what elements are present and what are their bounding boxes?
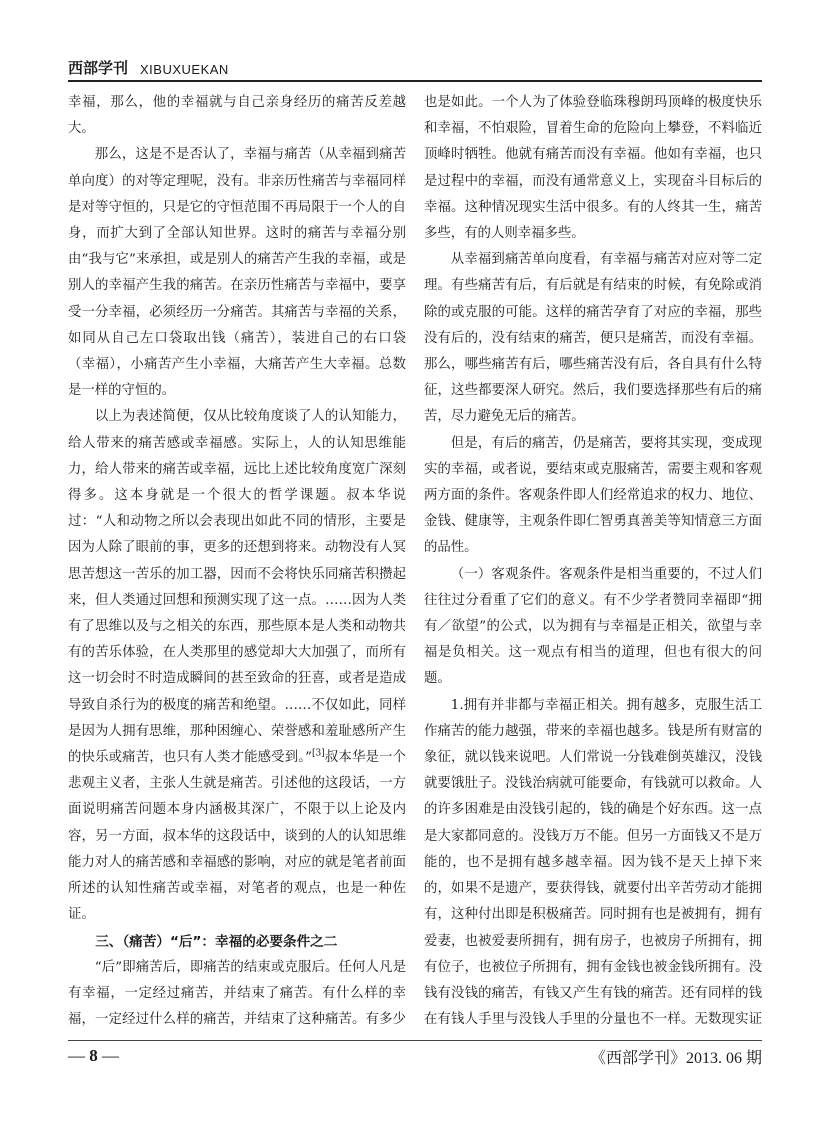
- left-paragraph: [68, 142, 406, 404]
- journal-issue: 《西部学刊》2013. 06 期: [589, 1049, 762, 1067]
- paragraph-text: “后”即痛苦后，即痛苦的结束或克服后。任何人凡是有幸福，一定经过痛苦，并结束了痛苦。有什么样的幸福，一定经过什么样的痛苦，并结束了这种痛苦。有多少: [68, 959, 406, 1028]
- right-paragraph: [424, 431, 762, 562]
- right-paragraph: [424, 90, 762, 247]
- page-number: 8: [89, 1046, 98, 1065]
- right-text-column: [424, 90, 762, 1035]
- page-footer: [68, 1040, 762, 1071]
- paragraph-text: 也是如此。一个人为了体验登临珠穆朗玛顶峰的极度快乐和幸福，不怕艰险，冒着生命的危险向上攀登，不料临近顶峰时牺牲。他就有痛苦而没有幸福。他如有幸福，也只是过程中的幸福，而没有通常意义上，实现奋斗目标后的幸福。这种情况现实生活中很多。有的人终其一生，痛苦多些，有的人则幸福多些。: [424, 95, 762, 242]
- left-text-column: [68, 90, 406, 1035]
- citation-reference: [3]: [311, 748, 325, 759]
- journal-title-cn: 西部学刊: [68, 59, 129, 77]
- section-heading: [68, 929, 406, 955]
- journal-title-en: XIBUXUEKAN: [140, 62, 229, 77]
- running-header: [68, 58, 762, 82]
- right-paragraph: [424, 693, 762, 1035]
- left-paragraph: [68, 955, 406, 1035]
- page-dash-left: —: [68, 1046, 85, 1065]
- left-paragraph: [68, 404, 406, 928]
- paragraph-text: （一）客观条件。客观条件是相当重要的，不过人们往往过分看重了它们的意义。有不少学者赞同幸福即“拥有／欲望”的公式，以为拥有与幸福是正相关，欲望与幸福是负相关。这一观点有相当的道理，但也有很大的问题。: [424, 566, 762, 687]
- right-paragraph: [424, 247, 762, 430]
- page-number-block: [68, 1046, 119, 1066]
- paragraph-text: 但是，有后的痛苦，仍是痛苦，要将其实现，变成现实的幸福，或者说，要结束或克服痛苦，需要主观和客观两方面的条件。客观条件即人们经常追求的权力、地位、金钱、健康等，主观条件即仁智勇真善美等知情意三方面的品性。: [424, 435, 762, 556]
- paragraph-text-continued: 叔本华是一个悲观主义者，主张人生就是痛苦。引述他的这段话，一方面说明痛苦问题本身内涵极其深广，不限于以上论及内容，另一方面，叔本华的这段话中，谈到的人的认知思维能力对人的痛苦感和幸福感的影响，对应的就是笔者前面所述的认知性痛苦或幸福，对笔者的观点，也是一种佐证。: [68, 750, 406, 923]
- page-dash-right: —: [102, 1046, 119, 1065]
- paragraph-text: 幸福，那么，他的幸福就与自己亲身经历的痛苦反差越大。: [68, 95, 406, 137]
- section-heading-text: 三、（痛苦）“后”：幸福的必要条件之二: [95, 933, 338, 950]
- paragraph-text: 1.拥有并非都与幸福正相关。拥有越多，克服生活工作痛苦的能力越强，带来的幸福也越多。钱是所有财富的象征，就以钱来说吧。人们常说一分钱难倒英雄汉，没钱就要饿肚子。没钱治病就可能要命，有钱就可以救命。人的许多困难是由没钱引起的，钱的确是个好东西。这一点是大家都同意的。没钱万万不能。但另一方面钱又不是万能的，也不是拥有越多越幸福。因为钱不是天上掉下来的，如果不是遗产，要获得钱，就要付出辛苦劳动才能拥有，这种付出即是积极痛苦。同时拥有也是被拥有，拥有爱妻，也被爱妻所拥有，拥有房子，也被房子所拥有，拥有位子，也被位子所拥有，拥有金钱也被金钱所拥有。没钱有没钱的痛苦，有钱又产生有钱的痛苦。还有同样的钱在有钱人手里与没钱人手里的分量也不一样。无数现实证: [424, 697, 762, 1028]
- paragraph-text: 以上为表述简便，仅从比较角度谈了人的认知能力，给人带来的痛苦感或幸福感。实际上，人的认知思维能力，给人带来的痛苦或幸福，远比上述比较角度宽广深刻得多。这本身就是一个很大的哲学课题。叔本华说过：“人和动物之所以会表现出如此不同的情形，主要是因为人除了眼前的事，更多的还想到将来。动物没有人冥思苦想这一苦乐的加工器，因而不会将快乐同痛苦积攒起来，但人类通过回想和预测实现了这一点。……因为人类有了思维以及与之相关的东西，那些原本是人类和动物共有的苦乐体验，在人类那里的感觉却大大加强了，而所有这一切会时不时造成瞬间的甚至致命的狂喜，或者是造成导致自杀行为的极度的痛苦和绝望。……不仅如此，同样是因为人拥有思维，那种困缠心、荣誉感和羞耻感所产生的快乐或痛苦，也只有人类才能感受到。”: [68, 409, 406, 766]
- paragraph-text: 那么，这是不是否认了，幸福与痛苦（从幸福到痛苦单向度）的对等定理呢，没有。非亲历性痛苦与幸福同样是对等守恒的，只是它的守恒范围不再局限于一个人的自身，而扩大到了全部认知世界。这时的痛苦与幸福分别由“我与它”来承担，或是别人的痛苦产生我的幸福，或是别人的幸福产生我的痛苦。在亲历性痛苦与幸福中，要享受一分幸福，必须经历一分痛苦。其痛苦与幸福的关系，如同从自己左口袋取出钱（痛苦），装进自己的右口袋（幸福），小痛苦产生小幸福，大痛苦产生大幸福。总数是一样的守恒的。: [68, 147, 406, 399]
- paragraph-text: 从幸福到痛苦单向度看，有幸福与痛苦对应对等二定理。有些痛苦有后，有后就是有结束的时候，有免除或消除的或克服的可能。这样的痛苦孕育了对应的幸福，那些没有后的，没有结束的痛苦，便只是痛苦，而没有幸福。那么，哪些痛苦有后，哪些痛苦没有后，各自具有什么特征，这些都要深人研究。然后，我们要选择那些有后的痛苦，尽力避免无后的痛苦。: [424, 252, 762, 425]
- right-paragraph: [424, 562, 762, 693]
- left-paragraph: [68, 90, 406, 142]
